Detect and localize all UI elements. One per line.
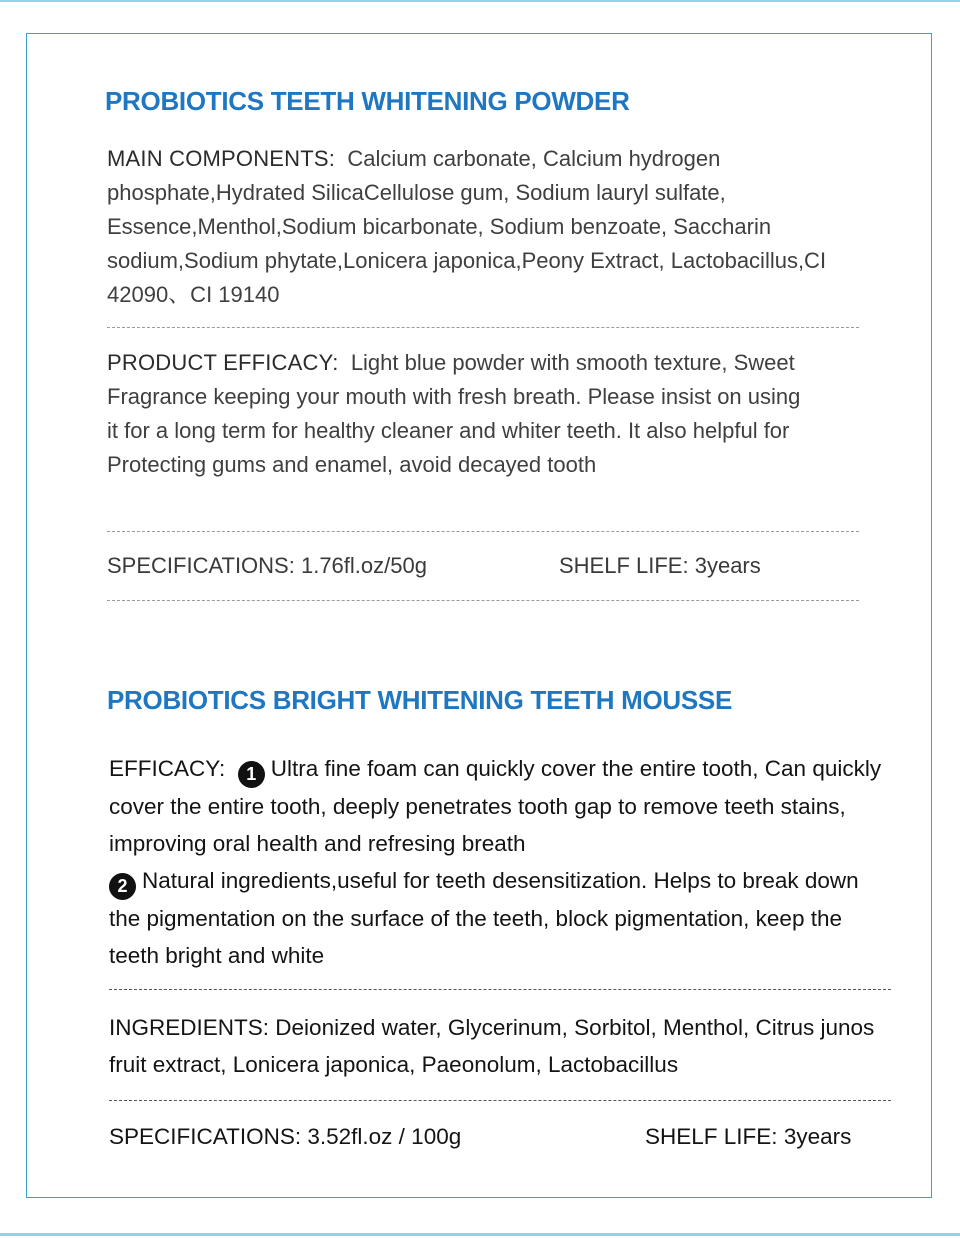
powder-shelf-value: 3years <box>694 553 761 578</box>
divider <box>109 1100 891 1101</box>
powder-components-text: Calcium carbonate, Calcium hydrogen phosphate,Hydrated SilicaCellulose gum, Sodium lauryl sulfate, Essence,Menthol,Sodium bicarbonate, Sodium benzoate, Saccharin sodium,Sodium phytate,Lonicera japonica,Peony Extract, Lactobacillus,CI 42090、CI 19140 <box>107 146 827 307</box>
top-accent-line <box>0 0 960 2</box>
divider <box>107 600 859 601</box>
divider <box>109 989 891 990</box>
mousse-specifications <box>109 1124 461 1150</box>
mousse-spec-value: 3.52fl.oz / 100g <box>307 1124 462 1149</box>
bottom-accent-line <box>0 1233 960 1236</box>
powder-components <box>107 142 847 312</box>
number-two-icon: 2 <box>109 873 136 900</box>
mousse-ingredients-text: Deionized water, Glycerinum, Sorbitol, Menthol, Citrus junos fruit extract, Lonicera japonica, Paeonolum, Lactobacillus <box>109 1015 875 1077</box>
powder-title: PROBIOTICS TEETH WHITENING POWDER <box>105 86 630 116</box>
number-one-icon: 1 <box>238 761 265 788</box>
powder-components-label: MAIN COMPONENTS: <box>107 146 336 171</box>
mousse-ingredients <box>109 1009 879 1083</box>
mousse-shelf-value: 3years <box>783 1124 852 1149</box>
divider <box>107 531 859 532</box>
powder-shelf-label: SHELF LIFE: <box>559 553 689 578</box>
powder-efficacy-text: Light blue powder with smooth texture, Sweet Fragrance keeping your mouth with fresh breath. Please insist on using it for a long term for healthy cleaner and whiter teeth. It also helpful for Protecting gums and enamel, avoid decayed tooth <box>107 350 801 477</box>
mousse-efficacy-label: EFFICACY: <box>109 756 226 781</box>
mousse-spec-label: SPECIFICATIONS: <box>109 1124 302 1149</box>
mousse-bullet1-text: Ultra fine foam can quickly cover the entire tooth, Can quickly cover the entire tooth, deeply penetrates tooth gap to remove teeth stains, improving oral health and refresing breath <box>109 756 882 856</box>
mousse-title: PROBIOTICS BRIGHT WHITENING TEETH MOUSSE <box>107 685 733 715</box>
mousse-ingredients-label: INGREDIENTS: <box>109 1015 270 1040</box>
mousse-shelf-life <box>645 1124 851 1150</box>
divider <box>107 327 859 328</box>
powder-efficacy <box>107 346 807 482</box>
powder-specifications <box>107 553 427 579</box>
powder-spec-value: 1.76fl.oz/50g <box>300 553 427 578</box>
powder-shelf-life <box>559 553 761 579</box>
mousse-efficacy <box>109 750 884 974</box>
mousse-bullet2-text: Natural ingredients,useful for teeth desensitization. Helps to break down the pigmentation on the surface of the teeth, block pigmentation, keep the teeth bright and white <box>109 868 859 968</box>
mousse-shelf-label: SHELF LIFE: <box>645 1124 778 1149</box>
powder-efficacy-label: PRODUCT EFFICACY: <box>107 350 339 375</box>
powder-spec-label: SPECIFICATIONS: <box>107 553 295 578</box>
